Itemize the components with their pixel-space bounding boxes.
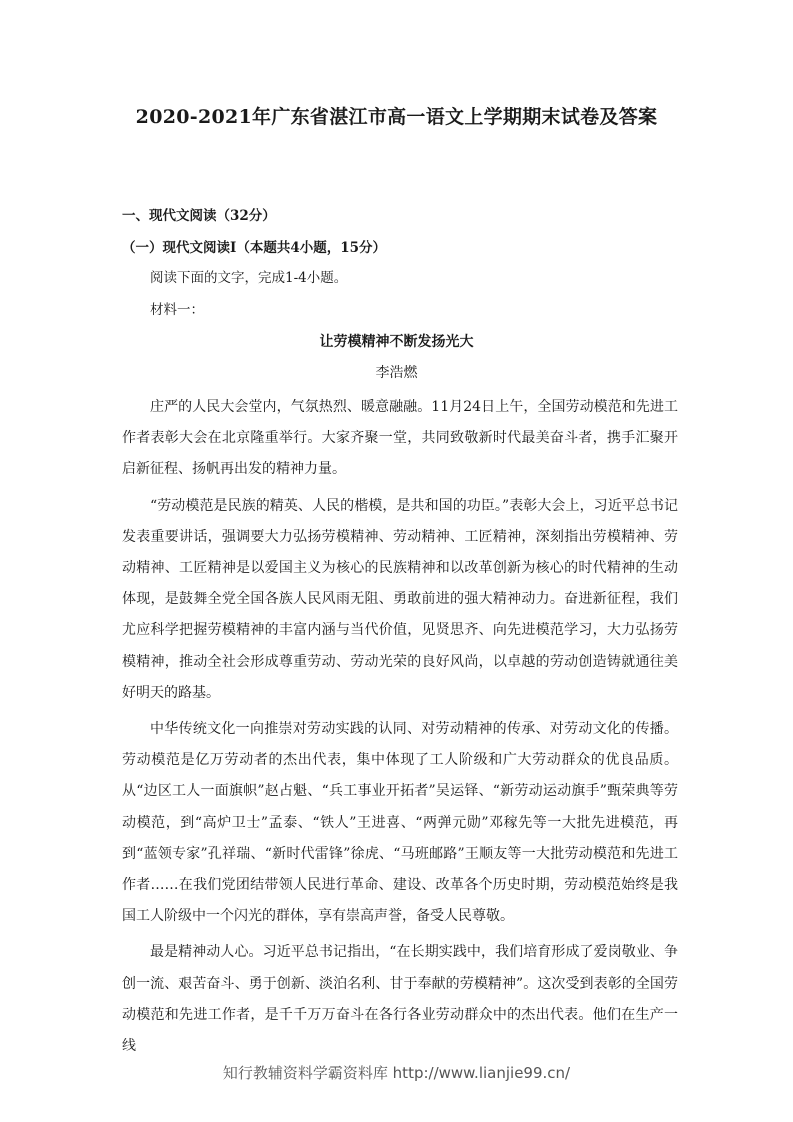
subsection-heading: （一）现代文阅读Ⅰ（本题共4小题，15分）	[122, 240, 386, 256]
article-author: 李浩燃	[375, 365, 418, 381]
article-paragraph: 中华传统文化一向推崇对劳动实践的认同、对劳动精神的传承、对劳动文化的传播。劳动模范是亿万劳动者的杰出代表，集中体现了工人阶级和广大劳动群众的优良品质。从“边区工人一面旗帜”赵占魁、“兵工事业开拓者”吴运铎、“新劳动运动旗手”甄荣典等劳动模范，到“高炉卫士”孟泰、“铁人”王进喜、“两弹元勋”邓稼先等一大批先进模范，再到“蓝领专家”孔祥瑞、“新时代雷锋”徐虎、“马班邮路”王顺友等一大批劳动模范和先进工作者……在我们党团结带领人民进行革命、建设、改革各个历史时期，劳动模范始终是我国工人阶级中一个闪光的群体，享有崇高声誉，备受人民尊敬。	[122, 721, 678, 925]
article-body	[122, 392, 678, 1067]
article-paragraph: 最是精神动人心。习近平总书记指出，“在长期实践中，我们培育形成了爱岗敬业、争创一流、艰苦奋斗、勇于创新、淡泊名利、甘于奉献的劳模精神”。这次受到表彰的全国劳动模范和先进工作者，是千千万万奋斗在各行各业劳动群众中的杰出代表。他们在生产一线	[122, 944, 678, 1055]
article-title: 让劳模精神不断发扬光大	[319, 334, 474, 350]
instruction-text: 阅读下面的文字，完成1-4小题。	[150, 270, 348, 286]
material-label: 材料一：	[150, 302, 204, 318]
footer-watermark: 知行教辅资料学霸资料库 http://www.lianjie99.cn/	[222, 1064, 571, 1082]
section-heading: 一、现代文阅读（32分）	[122, 208, 276, 224]
article-paragraph: 庄严的人民大会堂内，气氛热烈、暖意融融。11月24日上午，全国劳动模范和先进工作者表彰大会在北京隆重举行。大家齐聚一堂，共同致敬新时代最美奋斗者，携手汇聚开启新征程、扬帆再出发的精神力量。	[122, 399, 678, 478]
article-paragraph: “劳动模范是民族的精英、人民的楷模，是共和国的功臣。”表彰大会上，习近平总书记发表重要讲话，强调要大力弘扬劳模精神、劳动精神、工匠精神，深刻指出劳模精神、劳动精神、工匠精神是以爱国主义为核心的民族精神和以改革创新为核心的时代精神的生动体现，是鼓舞全党全国各族人民风雨无阻、勇敢前进的强大精神动力。奋进新征程，我们尤应科学把握劳模精神的丰富内涵与当代价值，见贤思齐、向先进模范学习，大力弘扬劳模精神，推动全社会形成尊重劳动、劳动光荣的良好风尚，以卓越的劳动创造铸就通往美好明天的路基。	[122, 497, 678, 701]
document-title: 2020-2021年广东省湛江市高一语文上学期期末试卷及答案	[135, 106, 658, 128]
